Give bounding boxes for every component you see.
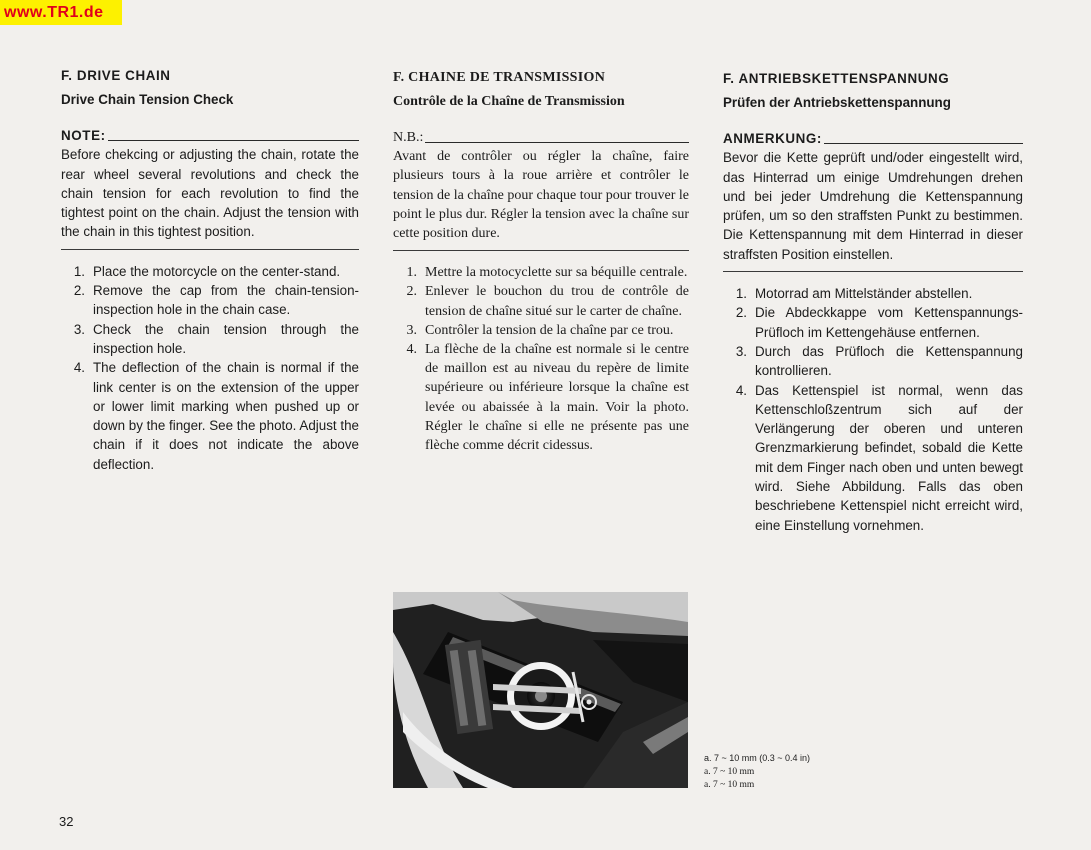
step-number: 3.	[406, 322, 417, 338]
step-text: Enlever le bouchon du trou de contrôle de tension de chaîne situé sur le carter de chaîne.	[425, 284, 689, 319]
note-label: ANMERKUNG:	[723, 131, 822, 146]
list-item	[393, 282, 689, 320]
step-number: 2.	[73, 283, 85, 299]
list-item	[61, 262, 359, 281]
section-subheading: Prüfen der Antriebskettenspannung	[723, 95, 951, 110]
note-label: N.B.:	[393, 130, 424, 145]
list-item	[393, 263, 689, 282]
steps-list	[393, 263, 689, 455]
note-text: Bevor die Kette geprüft und/oder eingestellt wird, das Hinterrad um einige Umdrehungen drehen und bei jeder Umdrehung die Kettenspannung prüfen, um so den straffsten Punkt zu bestimmen. Die Kettenspannung mit dem Hinterrad in dieser straffsten Position einstellen.	[723, 150, 1023, 262]
step-text: Die Abdeckkappe vom Kettenspannungs-Prüfloch im Kettengehäuse entfernen.	[755, 305, 1023, 340]
step-number: 4.	[73, 360, 85, 376]
step-number: 2.	[735, 305, 747, 321]
step-text: Place the motorcycle on the center-stand.	[93, 263, 341, 279]
german-column	[723, 69, 1023, 535]
note-label: NOTE:	[61, 128, 106, 143]
chain-photo-illustration	[393, 592, 688, 788]
section-subheading: Contrôle de la Chaîne de Transmission	[393, 94, 625, 109]
caption-french: a. 7 ~ 10 mm	[704, 766, 755, 777]
step-number: 4.	[735, 382, 747, 398]
chain-inspection-photo	[393, 592, 688, 788]
steps-list	[723, 284, 1023, 535]
divider	[393, 250, 689, 251]
list-item	[61, 281, 359, 320]
step-number: 1.	[406, 265, 417, 281]
note-text: Avant de contrôler ou régler la chaîne, faire plusieurs tours à la roue arrière et contrôler le tension de la chaîne pour chaque tour pour trouver le point le plus dur. Régler la tension avec la chaîne sur cette position dure.	[393, 149, 689, 242]
note-header	[393, 128, 689, 147]
list-item	[61, 358, 359, 474]
note-header	[61, 126, 359, 145]
step-number: 1.	[73, 263, 85, 279]
section-heading: F. ANTRIEBSKETTENSPANNUNG	[723, 71, 950, 86]
caption-german: a. 7 ~ 10 mm	[704, 780, 755, 790]
list-item	[61, 320, 359, 359]
step-number: 4.	[406, 342, 417, 358]
note-underline	[824, 143, 1023, 144]
french-column	[393, 68, 689, 455]
steps-list	[61, 262, 359, 474]
section-heading: F. DRIVE CHAIN	[61, 68, 171, 83]
step-text: Durch das Prüfloch die Kettenspannung kontrollieren.	[755, 343, 1023, 379]
photo-captions	[704, 752, 810, 793]
note-text: Before chekcing or adjusting the chain, rotate the rear wheel several revolutions and check the chain tension for each revolution to find the tightest point on the chain. Adjust the tension with the chain in this tightest position.	[61, 147, 359, 240]
note-underline	[108, 140, 359, 141]
list-item	[723, 342, 1023, 381]
divider	[723, 271, 1023, 272]
step-number: 2.	[406, 284, 417, 300]
step-text: La flèche de la chaîne est normale si le centre de maillon est au niveau du repère de limite supérieure ou inférieure lorsque la chaîne est levée ou abaissée à la main. Voir la photo. Régler le chaîne si elle ne présente pas une flèche comme décrit cidessus.	[425, 342, 689, 454]
section-subheading: Drive Chain Tension Check	[61, 92, 234, 107]
caption-english: a. 7 ~ 10 mm (0.3 ~ 0.4 in)	[704, 753, 811, 763]
english-column	[61, 66, 359, 474]
page-number: 32	[59, 814, 74, 829]
list-item	[723, 284, 1023, 303]
list-item	[723, 381, 1023, 535]
list-item	[393, 340, 689, 455]
step-text: Contrôler la tension de la chaîne par ce trou.	[425, 322, 674, 338]
step-number: 3.	[735, 343, 747, 359]
note-underline	[425, 142, 689, 143]
step-text: Motorrad am Mittelständer abstellen.	[755, 286, 973, 302]
step-text: Remove the cap from the chain-tension-inspection hole in the chain case.	[93, 283, 359, 318]
divider	[61, 249, 359, 250]
list-item	[393, 321, 689, 340]
step-number: 1.	[735, 286, 747, 302]
step-text: The deflection of the chain is normal if the link center is on the extension of the upper or lower limit marking when pushed up or down by the finger. See the photo. Adjust the chain if it does not indicate the above deflection.	[93, 360, 359, 472]
step-number: 3.	[73, 321, 85, 337]
step-text: Das Kettenspiel ist normal, wenn das Kettenschloßzentrum sich auf der Verlängerung der oberen und unteren Grenzmarkierung befindet, sobald die Kette mit dem Finger nach oben und unten bewegt wird. Siehe Abbildung. Falls das oben beschriebene Kettenspiel nicht erreicht wird, eine Einstellung vornehmen.	[755, 382, 1023, 533]
step-text: Check the chain tension through the inspection hole.	[93, 321, 359, 356]
note-header	[723, 129, 1023, 148]
step-text: Mettre la motocyclette sur sa béquille centrale.	[425, 265, 688, 281]
watermark: www.TR1.de	[0, 0, 122, 25]
section-heading: F. CHAINE DE TRANSMISSION	[393, 70, 606, 85]
list-item	[723, 303, 1023, 342]
